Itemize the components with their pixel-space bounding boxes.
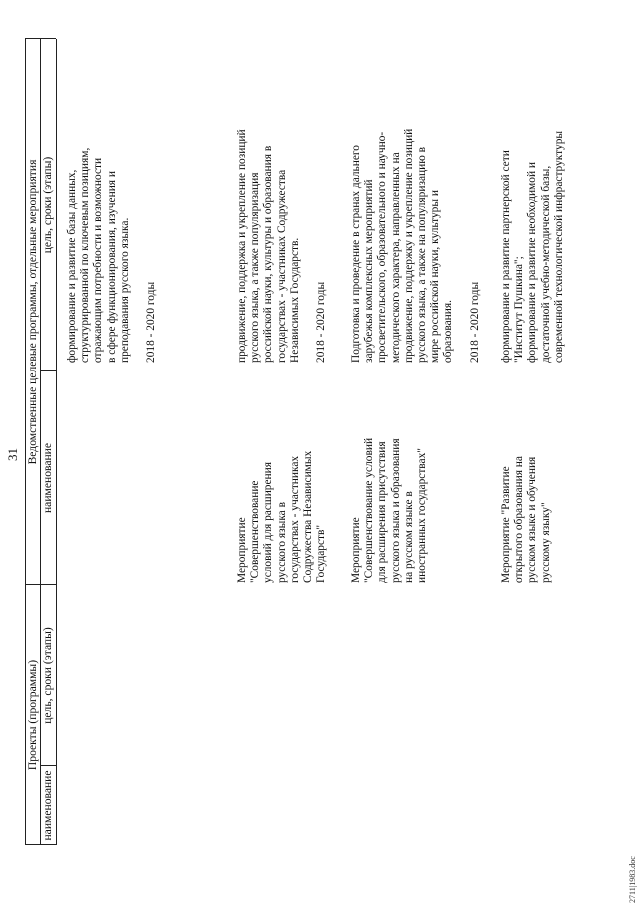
row-3-goal: Подготовка и проведение в странах дальнего зарубежья комплексных мероприятий просветительского, образовательного и научно- методического характера, направленных на продвижение, поддержку и укрепление позиций русского языка, а также на популяризацию в мире российской науки, культуры и образования. 2018 - 2020 годы (350, 128, 481, 363)
header-bottom-line (56, 39, 57, 845)
row-2-goal: продвижение, поддержка и укрепление позиций русского языка, а также популяризация российской науки, культуры и образования в государствах - участниках Содружества Независимых Государств. 2018 - 2020 годы (236, 129, 328, 363)
file-code-footer: 2711|1983.doc (628, 856, 637, 903)
row-4-name: Мероприятие "Развитие открытого образования на русском языке и обучения русскому языку" (500, 456, 552, 583)
row-2-name: Мероприятие "Совершенствование условий для расширения русского языка в государствах - участниках Содружества Независимых Государств" (236, 450, 328, 583)
header-dept-goal: цель, сроки (этапы) (41, 156, 54, 254)
row-3-name: Мероприятие "Совершенствование условий для расширения присутствия русского языка и образования на русском языке в иностранных государствах" (350, 437, 429, 583)
header-projects: Проекты (программы) (26, 659, 39, 771)
header-dept-programs: Ведомственные целевые программы, отдельные мероприятия (26, 159, 39, 465)
header-projects-name: наименование (41, 770, 54, 841)
row-1-goal: формирование и развитие базы данных, структурированной по ключевым позициям, отражающим потребности и возможности в сфере функционирования, изучения и преподавания русского языка. 2018 - 2020 годы (66, 147, 158, 363)
header-projects-goal: цель, сроки (этапы) (41, 627, 54, 724)
header-dept-name: наименование (41, 442, 54, 514)
page-number: 31 (5, 448, 20, 461)
row-4-goal: формирование и развитие партнерской сети "Институт Пушкина"; формирование и развитие необходимой и достаточной учебно-методической базы, современной технологической инфраструктуры (500, 130, 565, 363)
